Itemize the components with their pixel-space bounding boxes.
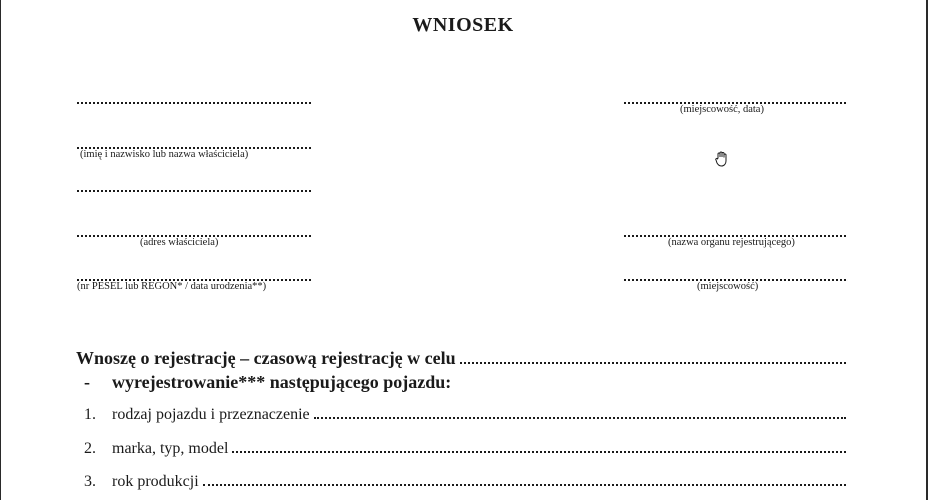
item-row-3 (76, 473, 846, 491)
item-label: rok produkcji (112, 473, 199, 490)
field-owner-name[interactable] (77, 137, 311, 149)
request-text-1: Wnoszę o rejestrację – czasową rejestrację w celu (76, 348, 456, 368)
request-line-1 (76, 348, 846, 369)
field-authority-name[interactable] (624, 225, 846, 237)
item-row-1 (76, 406, 846, 424)
item-row-2 (76, 440, 846, 458)
caption-owner-name: (imię i nazwisko lub nazwa właściciela) (80, 149, 249, 160)
item-number: 3. (84, 473, 96, 490)
field-owner-address[interactable] (77, 225, 311, 237)
request-purpose-field[interactable] (460, 361, 846, 364)
field-authority-place[interactable] (624, 269, 846, 281)
caption-pesel-regon: (nr PESEL lub REGON* / data urodzenia**) (77, 281, 267, 292)
field-pesel-regon[interactable] (77, 269, 311, 281)
caption-owner-address: (adres właściciela) (140, 237, 219, 248)
field-place-date[interactable] (624, 92, 846, 104)
vehicle-make-field[interactable] (232, 450, 846, 453)
caption-authority-name: (nazwa organu rejestrującego) (668, 237, 795, 248)
page-border-right (926, 0, 928, 500)
item-number: 2. (84, 440, 96, 457)
item-number: 1. (84, 406, 96, 423)
caption-authority-place: (miejscowość) (697, 281, 759, 292)
caption-place-date: (miejscowość, data) (680, 104, 764, 115)
request-line-2 (76, 372, 846, 393)
hand-cursor-icon (713, 150, 731, 168)
field-owner-line-1[interactable] (77, 92, 311, 104)
production-year-field[interactable] (203, 483, 846, 486)
item-label: rodzaj pojazdu i przeznaczenie (112, 406, 310, 423)
request-text-2: wyrejestrowanie*** następującego pojazdu: (112, 372, 452, 392)
list-dash: - (84, 372, 90, 392)
vehicle-type-field[interactable] (314, 416, 846, 419)
document-title: WNIOSEK (412, 14, 514, 36)
item-label: marka, typ, model (112, 440, 229, 457)
field-owner-line-3[interactable] (77, 180, 311, 192)
page-border-left (0, 0, 1, 500)
